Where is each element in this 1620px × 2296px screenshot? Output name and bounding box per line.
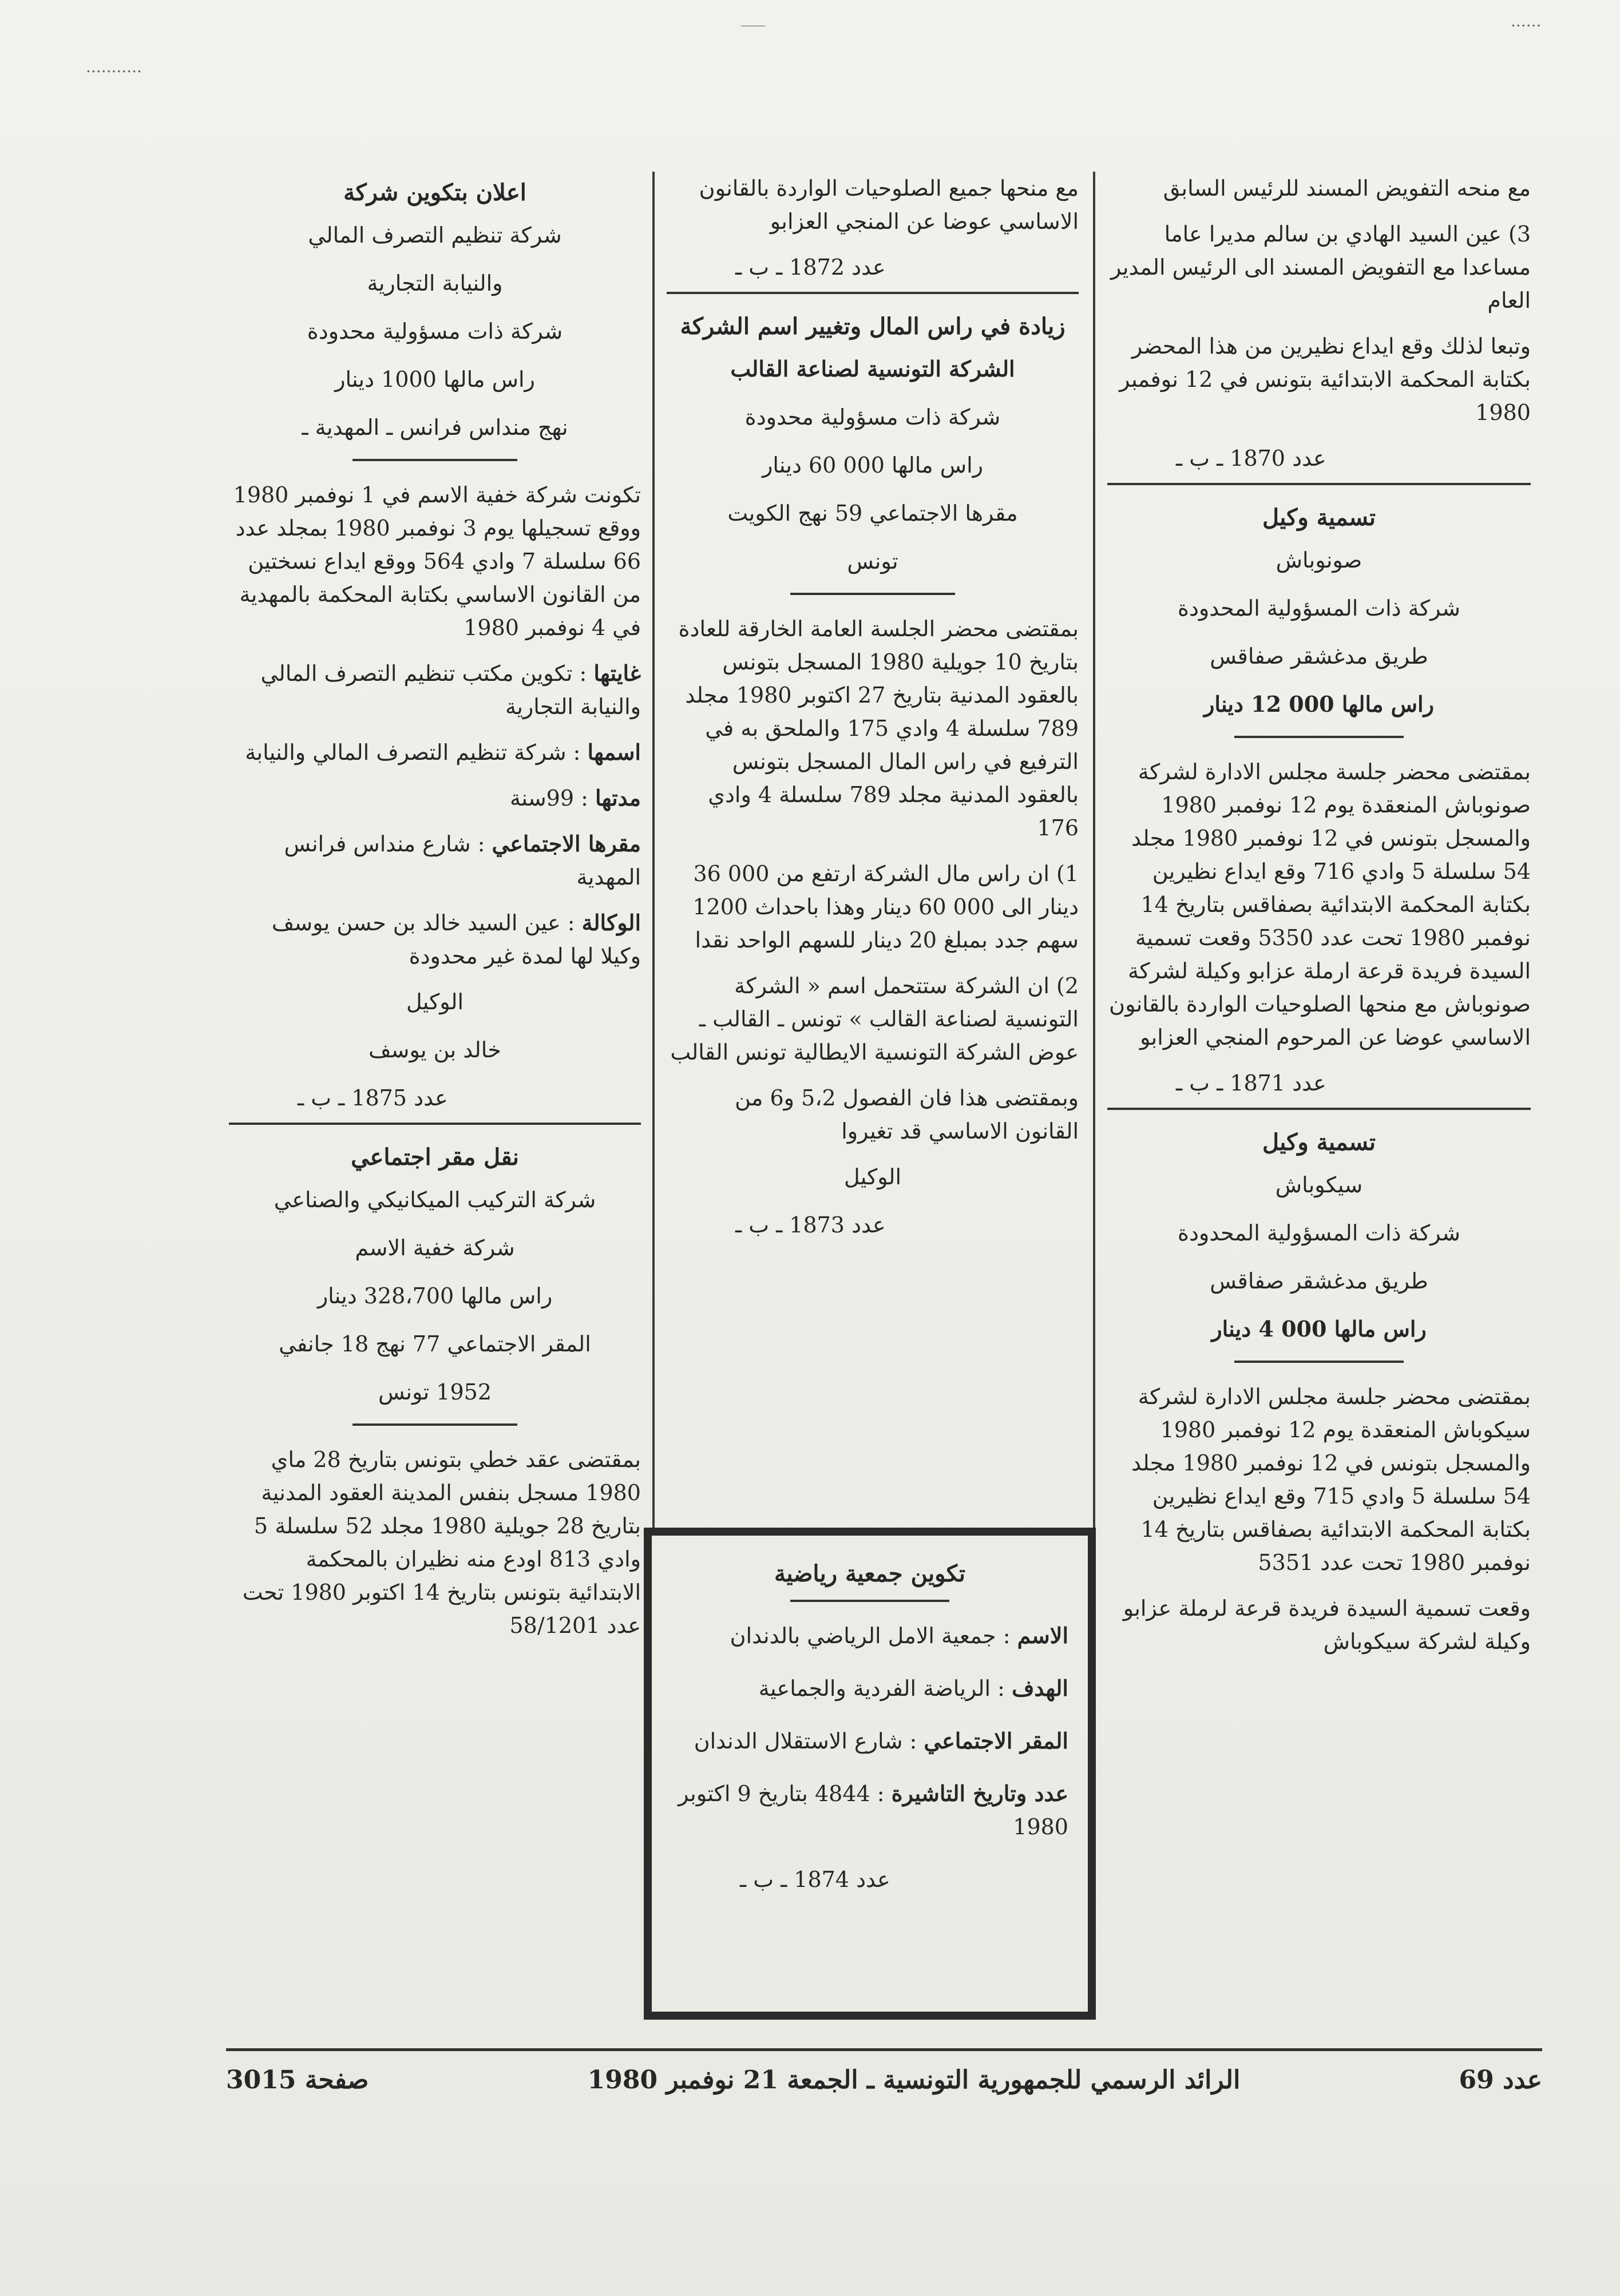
company-name: شركة التركيب الميكانيكي والصناعي bbox=[274, 1187, 596, 1212]
field-goal bbox=[229, 657, 641, 723]
field-label: مقرها الاجتماعي bbox=[492, 831, 641, 856]
company-address: مقرها الاجتماعي 59 نهج الكويت bbox=[727, 501, 1018, 526]
notice-body: وقعت تسمية السيدة فريدة قرعة لرملة عزابو وكيلة لشركة سيكوباش bbox=[1123, 1596, 1531, 1654]
paragraph: وتبعا لذلك وقع ايداع نظيرين من هذا المحضر بكتابة المحكمة الابتدائية بتونس في 12 نوفمبر 1980 bbox=[1119, 334, 1531, 425]
company-capital: راس مالها 328،700 دينار bbox=[317, 1283, 553, 1308]
company-name: سيكوباش bbox=[1275, 1172, 1363, 1197]
company-city: تونس bbox=[847, 549, 898, 574]
notice-body: بمقتضى محضر الجلسة العامة الخارقة للعادة بتاريخ 10 جويلية 1980 المسجل بتونس بالعقود المدنية بتاريخ 27 اكتوبر 1980 مجلد 789 سلسلة 4 وادي 175 والملحق به في الترفيع في راس المال المسجل بتونس بالعقود المدنية مجلد 789 سلسلة 4 وادي 176 bbox=[678, 616, 1079, 840]
company-address: نهج منداس فرانس ـ المهدية ـ bbox=[302, 415, 568, 440]
field-value: : عين السيد خالد بن حسن يوسف وكيلا لها لمدة غير محدودة bbox=[271, 910, 641, 969]
notice-title: تكوين جمعية رياضية bbox=[774, 1560, 966, 1587]
field-value: : 4844 بتاريخ 9 اكتوبر 1980 bbox=[678, 1781, 1068, 1839]
notice-number: عدد 1874 ـ ب ـ bbox=[740, 1867, 890, 1892]
notice-title: زيادة في راس المال وتغيير اسم الشركة bbox=[680, 313, 1066, 340]
paragraph: مع منحها جميع الصلوحيات الواردة بالقانون الاساسي عوضا عن المنجي العزابو bbox=[699, 176, 1079, 234]
column-middle bbox=[667, 172, 1079, 1510]
company-address: طريق مدغشقر صفاقس bbox=[1210, 644, 1428, 669]
column-left bbox=[229, 172, 641, 2008]
gazette-title: الرائد الرسمي للجمهورية التونسية ـ الجمعة 21 نوفمبر 1980 bbox=[587, 2065, 1241, 2095]
field-label: عدد وتاريخ التاشيرة bbox=[891, 1781, 1068, 1806]
divider bbox=[1234, 736, 1404, 738]
field-label: الاسم bbox=[1017, 1623, 1068, 1648]
divider bbox=[1107, 483, 1531, 485]
divider bbox=[352, 1423, 517, 1426]
field-label: غايتها bbox=[593, 660, 641, 686]
company-type: شركة ذات المسؤولية المحدودة bbox=[1178, 1220, 1460, 1246]
column-rule bbox=[1093, 172, 1095, 1528]
column-rule bbox=[652, 172, 655, 1528]
field-name bbox=[229, 736, 641, 769]
field-agent bbox=[229, 906, 641, 973]
company-type: شركة خفية الاسم bbox=[355, 1235, 515, 1260]
field-label: الهدف bbox=[1012, 1675, 1068, 1701]
notice-title: اعلان بتكوين شركة bbox=[343, 179, 526, 206]
divider bbox=[352, 459, 517, 461]
company-capital: راس مالها 1000 دينار bbox=[335, 367, 535, 392]
notice-title: تسمية وكيل bbox=[1262, 1129, 1376, 1156]
field-label: اسمها bbox=[587, 739, 641, 765]
field-label: المقر الاجتماعي bbox=[924, 1728, 1068, 1754]
paragraph: مع منحه التفويض المسند للرئيس السابق bbox=[1163, 176, 1531, 201]
top-center-mark: ‾‾‾ bbox=[741, 23, 765, 42]
field-goal bbox=[671, 1672, 1068, 1705]
field-label: الوكالة bbox=[581, 910, 641, 935]
corner-mark-left: ........... bbox=[86, 57, 142, 76]
company-name: شركة تنظيم التصرف المالي bbox=[308, 223, 562, 248]
company-city: 1952 تونس bbox=[378, 1379, 492, 1405]
company-address: طريق مدغشقر صفاقس bbox=[1210, 1268, 1428, 1294]
divider bbox=[790, 1600, 949, 1602]
notice-body: بمقتضى عقد خطي بتونس بتاريخ 28 ماي 1980 مسجل بنفس المدينة العقود المدنية بتاريخ 28 جويلية 1980 مجلد 52 سلسلة 5 وادي 813 اودع منه نظيران بالمحكمة الابتدائية بتونس بتاريخ 14 اكتوبر 1980 تحت عدد 58/1201 bbox=[242, 1447, 641, 1638]
notice-body: بمقتضى محضر جلسة مجلس الادارة لشركة صونوباش المنعقدة يوم 12 نوفمبر 1980 والمسجل بتونس في 12 نوفمبر 1980 مجلد 54 سلسلة 5 وادي 716 وقع ايداع نظيرين بكتابة المحكمة الابتدائية بصفاقس بتاريخ 14 نوفمبر 1980 تحت عدد 5350 وقعت تسمية السيدة فريدة قرعة ارملة عزابو وكيلة لشركة صونوباش مع منحها الصلوحيات الواردة بالقانون الاساسي عوضا عن المرحوم المنجي العزابو bbox=[1109, 759, 1531, 1050]
company-type: شركة ذات المسؤولية المحدودة bbox=[1178, 596, 1460, 621]
company-type: شركة ذات مسؤولية محدودة bbox=[744, 405, 1001, 430]
field-value: : شركة تنظيم التصرف المالي والنيابة bbox=[245, 740, 581, 765]
notice-title: تسمية وكيل bbox=[1262, 504, 1376, 531]
field-value: : شارع الاستقلال الدندان bbox=[694, 1728, 917, 1754]
footer-rule bbox=[226, 2048, 1542, 2051]
field-value: : جمعية الامل الرياضي بالدندان bbox=[730, 1623, 1011, 1648]
company-name: صونوباش bbox=[1276, 548, 1362, 573]
notice-body: وبمقتضى هذا فان الفصول 5،2 و6 من القانون الاساسي قد تغيروا bbox=[735, 1085, 1079, 1144]
divider bbox=[667, 292, 1079, 294]
field-value: : 99سنة bbox=[509, 786, 588, 811]
boxed-notice bbox=[644, 1528, 1096, 2020]
field-value: : شارع منداس فرانس المهدية bbox=[284, 831, 641, 890]
signature-label: الوكيل bbox=[843, 1164, 902, 1189]
notice-number: عدد 1872 ـ ب ـ bbox=[735, 255, 886, 280]
company-capital: راس مالها 000 60 دينار bbox=[762, 453, 984, 478]
notice-title: نقل مقر اجتماعي bbox=[351, 1144, 519, 1171]
notice-number: عدد 1870 ـ ب ـ bbox=[1176, 446, 1326, 471]
notice-number: عدد 1871 ـ ب ـ bbox=[1176, 1070, 1326, 1096]
divider bbox=[790, 593, 955, 595]
notice-body: 1) ان راس مال الشركة ارتفع من 000 36 دينار الى 000 60 دينار وهذا باحداث 1200 سهم جدد بمبلغ 20 دينار للسهم الواحد نقدا bbox=[692, 861, 1079, 953]
company-name-cont: والنيابة التجارية bbox=[367, 271, 503, 296]
field-label: مدتها bbox=[595, 785, 641, 811]
page-number: صفحة 3015 bbox=[226, 2065, 369, 2095]
divider bbox=[1107, 1108, 1531, 1110]
company-name: الشركة التونسية لصناعة القالب bbox=[730, 356, 1015, 382]
field-hq bbox=[229, 827, 641, 894]
issue-number: عدد 69 bbox=[1459, 2065, 1542, 2095]
company-capital: راس مالها 000 4 دينار bbox=[1211, 1316, 1427, 1342]
column-right bbox=[1107, 172, 1531, 2008]
notice-body: 2) ان الشركة ستتحمل اسم « الشركة التونسية لصناعة القالب » تونس ـ القالب ـ عوض الشركة التونسية الايطالية تونس القالب bbox=[670, 973, 1079, 1065]
signature-name: خالد بن يوسف bbox=[369, 1037, 501, 1062]
field-value: : الرياضة الفردية والجماعية bbox=[758, 1676, 1005, 1701]
field-name bbox=[671, 1619, 1068, 1652]
company-type: شركة ذات مسؤولية محدودة bbox=[307, 319, 563, 344]
notice-body: بمقتضى محضر جلسة مجلس الادارة لشركة سيكوباش المنعقدة يوم 12 نوفمبر 1980 والمسجل بتونس في 12 نوفمبر 1980 مجلد 54 سلسلة 5 وادي 715 وقع ايداع نظيرين بكتابة المحكمة الابتدائية بصفاقس بتاريخ 14 نوفمبر 1980 تحت عدد 5351 bbox=[1131, 1384, 1531, 1575]
divider bbox=[1234, 1361, 1404, 1363]
field-visa bbox=[671, 1777, 1068, 1843]
notice-number: عدد 1873 ـ ب ـ bbox=[735, 1212, 886, 1238]
corner-mark-right: ...... bbox=[1511, 11, 1542, 30]
notice-number: عدد 1875 ـ ب ـ bbox=[298, 1085, 448, 1111]
notice-body: تكونت شركة خفية الاسم في 1 نوفمبر 1980 ووقع تسجيلها يوم 3 نوفمبر 1980 بمجلد عدد 66 سلسلة 7 وادي 564 ووقع ايداع نسختين من القانون الاساسي بكتابة المحكمة بالمهدية في 4 نوفمبر 1980 bbox=[233, 482, 641, 640]
company-capital: راس مالها 000 12 دينار bbox=[1204, 691, 1434, 717]
field-duration bbox=[229, 782, 641, 815]
divider bbox=[229, 1123, 641, 1125]
paragraph: 3) عين السيد الهادي بن سالم مديرا عاما مساعدا مع التفويض المسند الى الرئيس المدير العام bbox=[1110, 221, 1531, 313]
page-footer bbox=[226, 2057, 1542, 2103]
signature-label: الوكيل bbox=[406, 989, 464, 1014]
field-value: : تكوين مكتب تنظيم التصرف المالي والنيابة التجارية bbox=[260, 661, 641, 719]
company-address: المقر الاجتماعي 77 نهج 18 جانفي bbox=[279, 1331, 591, 1357]
field-hq bbox=[671, 1724, 1068, 1758]
